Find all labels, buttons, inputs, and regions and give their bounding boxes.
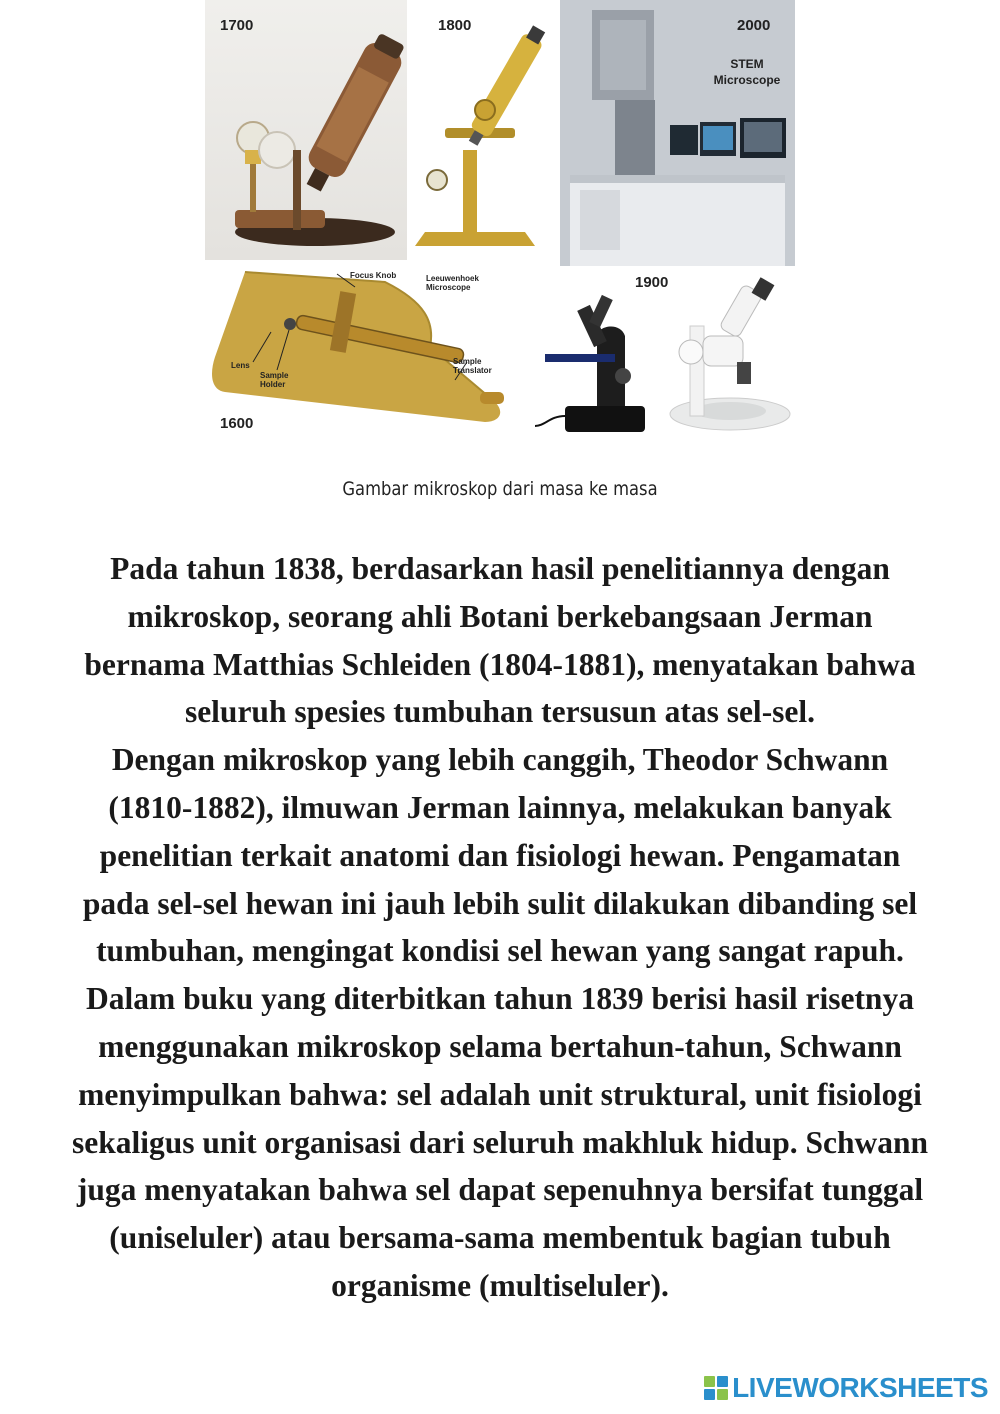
paragraph-line: Dengan mikroskop yang lebih canggih, Theodor Schwann [111, 742, 889, 778]
microscope-1700-illustration [205, 0, 407, 260]
paragraph-line: Dalam buku yang diterbitkan tahun 1839 berisi hasil risetnya [86, 981, 914, 1017]
microscope-1700-panel [205, 0, 407, 260]
paragraph-line: bernama Matthias Schleiden (1804-1881), menyatakan bahwa [84, 646, 916, 682]
paragraph-line: (1810-1882), ilmuwan Jerman lainnya, melakukan banyak [108, 789, 892, 825]
paragraph-line: (uniseluler) atau bersama-sama membentuk bagian tubuh [109, 1220, 891, 1256]
callout-focus-knob: Focus Knob [350, 271, 397, 280]
microscope-1900-panel [525, 266, 795, 440]
callout-sample-translator: Sample Translator [453, 357, 492, 375]
year-1700-label: 1700 [220, 17, 254, 34]
year-2000-label: 2000 [737, 17, 771, 34]
liveworksheets-brand [704, 1373, 988, 1403]
year-1600-label: 1600 [220, 415, 254, 432]
paragraph-line: sekaligus unit organisasi dari seluruh makhluk hidup. Schwann [71, 1124, 929, 1160]
paragraph-line: seluruh spesies tumbuhan tersusun atas sel-sel. [184, 694, 816, 730]
stem-microscope-label: STEM Microscope [713, 57, 781, 87]
paragraph-line: tumbuhan, mengingat kondisi sel hewan yang sangat rapuh. [96, 933, 904, 969]
paragraph-line: Pada tahun 1838, berdasarkan hasil penelitiannya dengan [110, 551, 890, 586]
microscope-history-figure [205, 0, 795, 440]
callout-lens: Lens [231, 361, 250, 370]
year-1800-label: 1800 [438, 17, 472, 34]
liveworksheets-logo-icon [704, 1376, 728, 1400]
microscope-1800-illustration [415, 0, 560, 260]
paragraph-line: organisme (multiseluler). [331, 1267, 669, 1303]
leeuwenhoek-label: Leeuwenhoek Microscope [426, 274, 479, 292]
body-paragraph [0, 545, 1000, 1310]
paragraph-line: penelitian terkait anatomi dan fisiologi hewan. Pengamatan [99, 837, 901, 873]
microscope-1800-panel [415, 0, 560, 260]
paragraph-line: mikroskop, seorang ahli Botani berkebangsaan Jerman [127, 598, 873, 634]
microscope-1900-illustration [525, 266, 795, 440]
microscope-2000-panel [560, 0, 795, 266]
callout-sample-holder: Sample Holder [260, 371, 289, 389]
microscope-1600-panel [205, 262, 525, 440]
year-1900-label: 1900 [635, 274, 669, 291]
brand-name: LIVEWORKSHEETS [732, 1372, 988, 1403]
paragraph-line: juga menyatakan bahwa sel dapat sepenuhnya bersifat tunggal [76, 1172, 924, 1208]
paragraph-line: menggunakan mikroskop selama bertahun-tahun, Schwann [98, 1028, 902, 1064]
paragraph-line: menyimpulkan bahwa: sel adalah unit struktural, unit fisiologi [78, 1076, 922, 1112]
stem-microscope-illustration [560, 0, 795, 266]
paragraph-line: pada sel-sel hewan ini jauh lebih sulit dilakukan dibanding sel [82, 885, 918, 921]
figure-caption: Gambar mikroskop dari masa ke masa [342, 478, 658, 500]
